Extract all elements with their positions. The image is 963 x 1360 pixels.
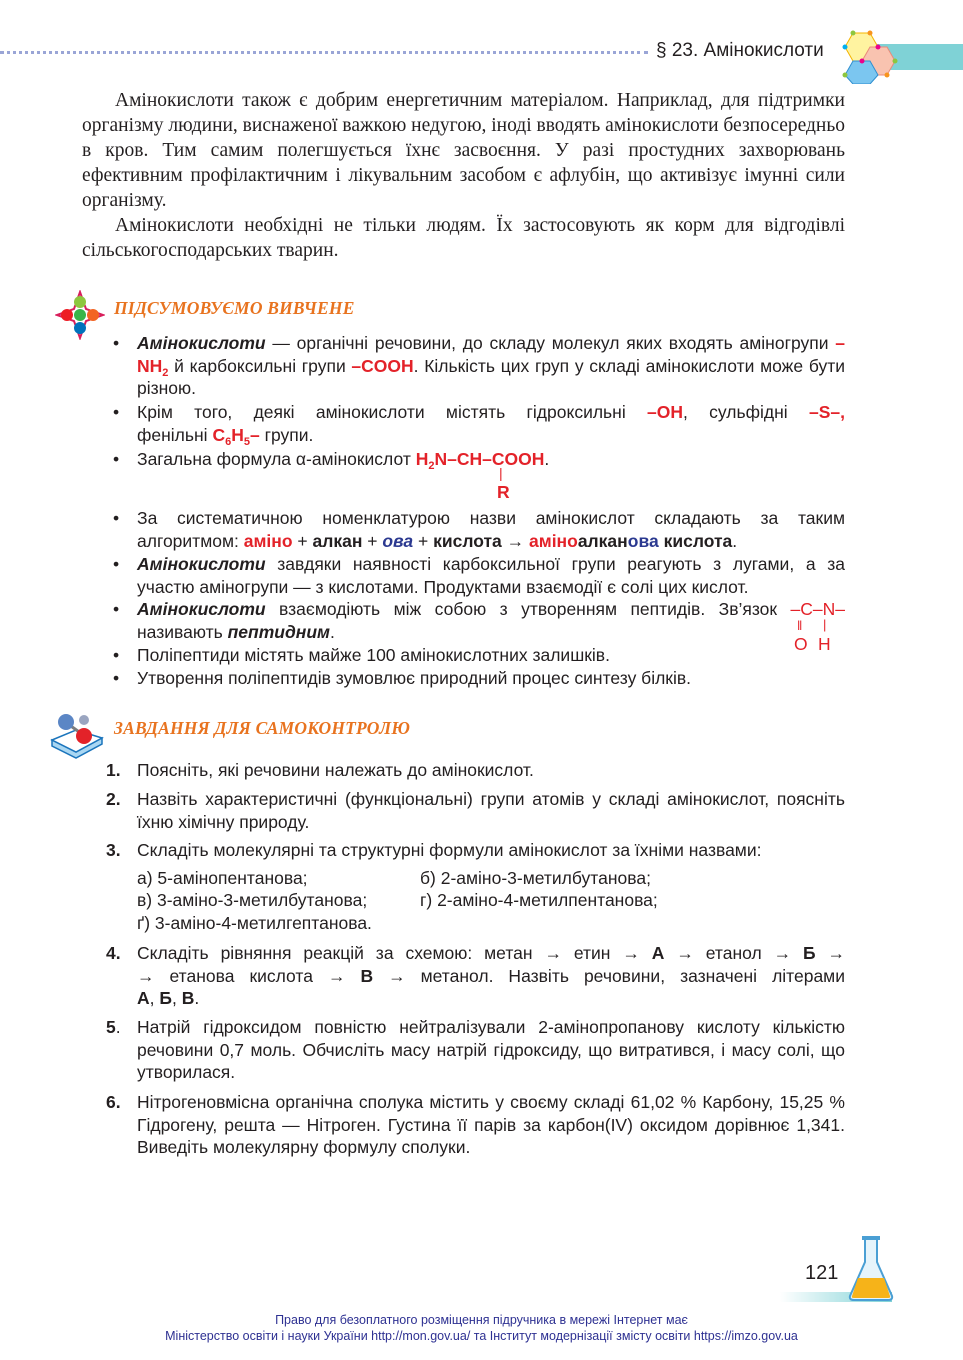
section-title: § 23. Амінокислоти [656, 40, 824, 61]
flask-icon [848, 1236, 894, 1302]
task-3-option-g: г) 2-аміно-4-метилпентанова; [420, 890, 658, 910]
summary-bullet-1: • Амінокислоти — органічні речовини, до складу молекул яких входять аміногрупи $-NH_2$ й карбоксильні групи –COOH. Кількість цих груп у складі амінокислоти може бути різною. [113, 333, 845, 398]
formula-bond-line: | [499, 465, 503, 481]
task-1: 1. Поясніть, які речовини належать до амінокислот. [106, 760, 534, 780]
task-3-option-a: а) 5-амінопентанова; [137, 868, 308, 888]
summary-bullet-6: • Амінокислоти взаємодіють між собою з утворенням пептидів. Зв’язок –C–N– називають пептидним. [113, 599, 845, 642]
summary-bullet-8: • Утворення поліпептидів зумовлює природний процес синтезу білків. [113, 668, 692, 688]
summary-heading: ПІДСУМОВУЄМО ВИВЧЕНЕ [114, 298, 355, 318]
summary-bullet-4: • За систематичною номенклатурою назви амінокислот складають за таким алгоритмом: аміно + алкан + ова + кислота → аміноалканова кислота. [113, 508, 845, 551]
task-2: 2. Назвіть характеристичні (функціональні) групи атомів у складі амінокислот, поясніть їхню хімічну природу. [106, 789, 845, 832]
formula-radical: R [497, 482, 510, 502]
tasks-heading: ЗАВДАННЯ ДЛЯ САМОКОНТРОЛЮ [114, 718, 411, 738]
summary-bullet-3: • Загальна формула α-амінокислот $H_2N-CH$–COOH. [113, 449, 550, 472]
task-3-option-v: в) 3-аміно-3-метилбутанова; [137, 890, 368, 910]
page-number: 121 [805, 1262, 839, 1284]
task-3: 3. Складіть молекулярні та структурні формули амінокислот за їхніми назвами: [106, 840, 762, 860]
task-6: 6. Нітрогеновмісна органічна сполука містить у своєму складі 61,02 % Карбону, 15,25 % Гідрогену, решта — Нітроген. Густина її парів за карбон(IV) оксидом дорівнює 1,341. Виведіть молекулярну формулу сполуки. [106, 1092, 845, 1157]
footer-line-1: Право для безоплатного розміщення підручника в мережі Інтернет має [275, 1313, 688, 1327]
peptide-double-bond: ‖ [797, 618, 803, 633]
tasks-book-icon [48, 710, 106, 760]
footer-line-2[interactable]: Міністерство освіти і науки України http://mon.gov.ua/ та Інститут модернізації змісту освіти https://imzo.gov.ua [165, 1329, 798, 1343]
task-3-option-b: б) 2-аміно-3-метилбутанова; [420, 868, 651, 888]
task-3-option-gg: ґ) 3-аміно-4-метилгептанова. [137, 913, 372, 933]
intro-paragraph-1: Амінокислоти також є добрим енергетичним матеріалом. Наприклад, для підтримки організму людини, виснаженої важкою недугою, іноді вводять амінокислоти безпосередньо в кров. Тим самим полегшується їхнє засвоєння. У разі простудних захворювань ефективним профілактичним і лікувальним засобом є афлубін, що активізує імунні сили організму. [82, 90, 846, 211]
summary-bullet-5: • Амінокислоти завдяки наявності карбоксильної групи реагують з лугами, а за участю аміногрупи — з кислотами. Продуктами взаємодії є солі цих кислот. [113, 554, 845, 597]
task-4: 4. Складіть рівняння реакцій за схемою: метан → етин → А → етанол → Б → → етанова кислота → В → метанол. Назвіть речовини, зазначені літерами А, Б, В. [106, 943, 845, 1008]
peptide-single-bond: | [823, 617, 827, 632]
peptide-oxygen: O [794, 634, 808, 654]
header-dotted-rule [0, 51, 648, 54]
summary-bullet-2: • Крім того, деякі амінокислоти містять гідроксильні –OH, сульфідні –S–, фенільні $C_6H_5-$ групи. [113, 402, 845, 448]
summary-molecule-icon [55, 290, 105, 340]
molecule-decoration-icon [840, 28, 900, 84]
summary-bullet-7: • Поліпептиди містять майже 100 амінокислотних залишків. [113, 645, 610, 665]
intro-paragraph-2: Амінокислоти необхідні не тільки людям. Їх застосовують як корм для відгодівлі сільськогосподарських тварин. [82, 215, 845, 261]
task-5: 5. Натрій гідроксидом повністю нейтралізували 2-амінопропанову кислоту кількістю речовини 0,7 моль. Обчисліть масу натрій гідроксиду, що витратився, і масу солі, що утворилася. [106, 1017, 845, 1082]
peptide-hydrogen: H [818, 634, 831, 654]
